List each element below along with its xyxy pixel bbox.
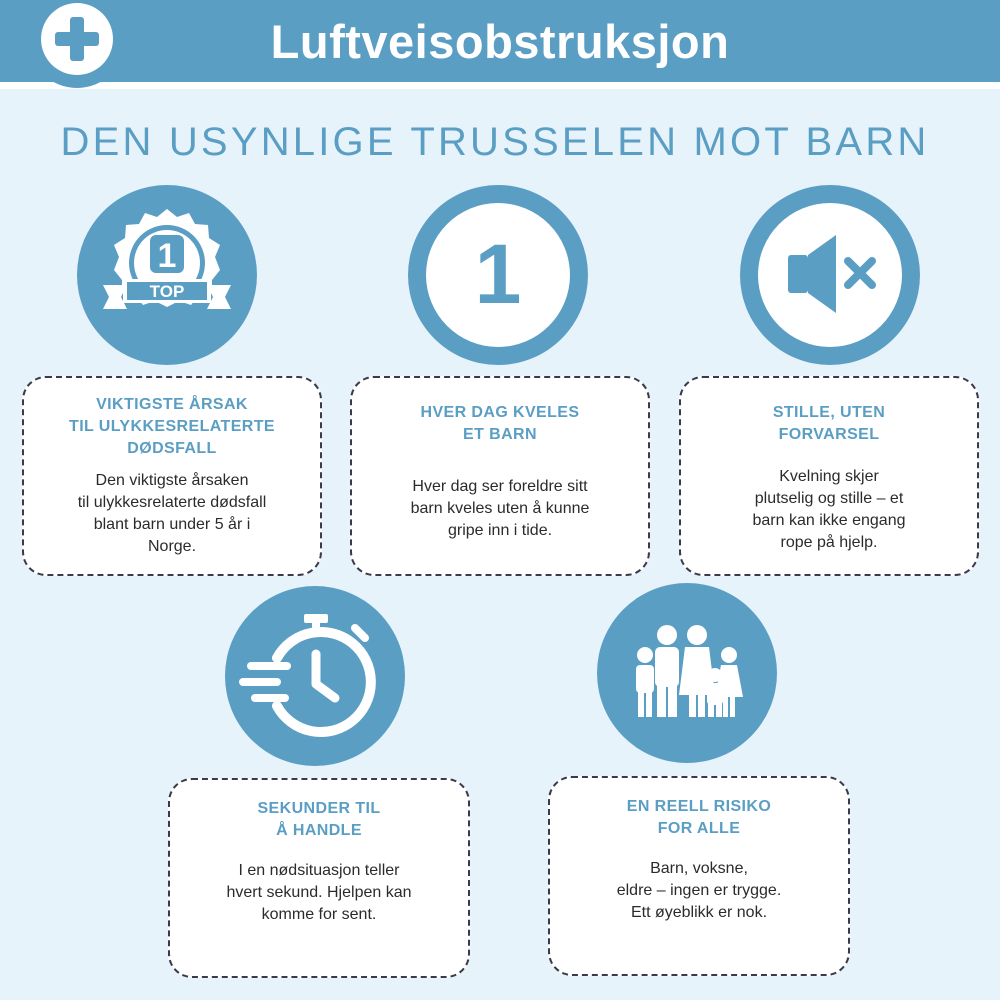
card-body: Kvelning skjer plutselig og stille – et barn kan ikke engang rope på hjelp. [752,468,906,551]
stopwatch-icon [225,586,405,766]
number-one-icon [408,185,588,365]
info-card-risk [548,776,850,976]
number-one-text: 1 [474,227,522,321]
page-subtitle: DEN USYNLIGE TRUSSELEN MOT BARN [60,120,930,164]
header-divider [0,82,1000,89]
card-title: SEKUNDER TIL Å HANDLE [257,800,381,839]
info-card-silent [679,376,979,576]
page-title: Luftveisobstruksjon [270,15,730,68]
speaker-muted-icon [740,185,920,365]
card-body: Barn, voksne, eldre – ingen er trygge. Ett øyeblikk er nok. [616,860,782,921]
medical-plus-icon [28,0,126,88]
card-body: Hver dag ser foreldre sitt barn kveles uten å kunne gripe inn i tide. [410,478,590,539]
card-title: EN REELL RISIKO FOR ALLE [626,798,772,837]
badge-number: 1 [157,237,177,275]
header-banner [0,0,1000,82]
info-card-daily-choking [350,376,650,576]
family-icon [597,583,777,763]
card-title: HVER DAG KVELES ET BARN [420,404,580,443]
card-title: STILLE, UTEN FORVARSEL [772,404,886,443]
card-body: I en nødsituasjon teller hvert sekund. Hjelpen kan komme for sent. [226,862,412,923]
top-one-badge-icon [77,185,257,365]
info-card-leading-cause [22,376,322,576]
card-body: Den viktigste årsaken til ulykkesrelaterte dødsfall blant barn under 5 år i Norge. [77,472,267,555]
info-card-seconds [168,778,470,978]
card-title: VIKTIGSTE ÅRSAK TIL ULYKKESRELATERTE DØDSFALL [69,396,275,457]
badge-label: TOP [149,282,185,301]
